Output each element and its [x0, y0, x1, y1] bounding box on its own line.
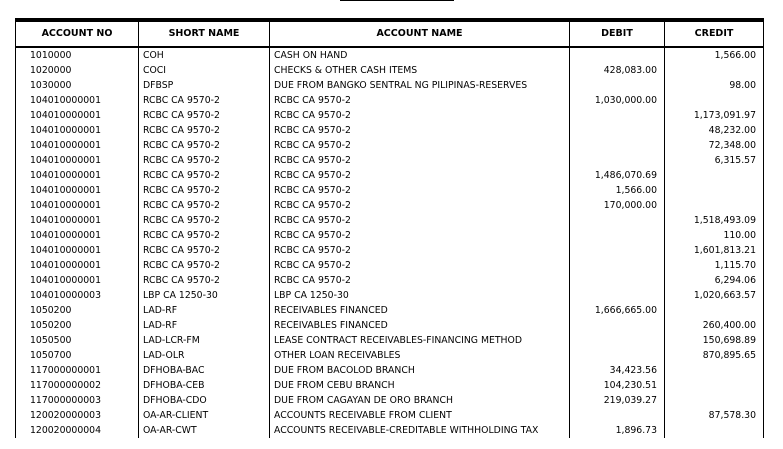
- cell-short-name: RCBC CA 9570-2: [139, 123, 270, 138]
- cell-account-no: 1050200: [16, 318, 139, 333]
- ledger-table: [15, 18, 764, 438]
- cell-short-name: RCBC CA 9570-2: [139, 228, 270, 243]
- header-debit: DEBIT: [570, 20, 665, 47]
- cell-account-no: 120020000003: [16, 408, 139, 423]
- cell-account-name: RCBC CA 9570-2: [270, 108, 570, 123]
- cell-account-name: ACCOUNTS RECEIVABLE FROM CLIENT: [270, 408, 570, 423]
- cell-short-name: DFHOBA-CEB: [139, 378, 270, 393]
- cell-credit: [665, 393, 764, 408]
- cell-debit: [570, 348, 665, 363]
- cell-short-name: LAD-RF: [139, 318, 270, 333]
- cell-credit: 260,400.00: [665, 318, 764, 333]
- cell-credit: 1,518,493.09: [665, 213, 764, 228]
- cell-account-name: RCBC CA 9570-2: [270, 258, 570, 273]
- table-row: [16, 288, 764, 303]
- cell-account-no: 1050700: [16, 348, 139, 363]
- cell-short-name: COH: [139, 47, 270, 63]
- cell-short-name: LAD-LCR-FM: [139, 333, 270, 348]
- cell-account-name: DUE FROM CAGAYAN DE ORO BRANCH: [270, 393, 570, 408]
- cell-account-no: 104010000001: [16, 138, 139, 153]
- cell-short-name: RCBC CA 9570-2: [139, 168, 270, 183]
- header-credit: CREDIT: [665, 20, 764, 47]
- cell-debit: 1,486,070.69: [570, 168, 665, 183]
- cell-debit: 1,030,000.00: [570, 93, 665, 108]
- cell-account-no: 104010000001: [16, 168, 139, 183]
- cell-short-name: RCBC CA 9570-2: [139, 213, 270, 228]
- table-row: [16, 258, 764, 273]
- table-row: [16, 123, 764, 138]
- cell-debit: [570, 258, 665, 273]
- cell-credit: 1,601,813.21: [665, 243, 764, 258]
- cell-debit: [570, 213, 665, 228]
- cell-short-name: OA-AR-CWT: [139, 423, 270, 438]
- cell-short-name: RCBC CA 9570-2: [139, 138, 270, 153]
- cell-account-name: CHECKS & OTHER CASH ITEMS: [270, 63, 570, 78]
- cell-account-no: 104010000003: [16, 288, 139, 303]
- cell-short-name: LAD-OLR: [139, 348, 270, 363]
- cell-account-no: 117000000003: [16, 393, 139, 408]
- table-row: [16, 78, 764, 93]
- cell-debit: [570, 47, 665, 63]
- cell-debit: 34,423.56: [570, 363, 665, 378]
- table-row: [16, 333, 764, 348]
- cell-credit: [665, 168, 764, 183]
- cell-account-no: 117000000002: [16, 378, 139, 393]
- cell-account-name: LEASE CONTRACT RECEIVABLES-FINANCING METHOD: [270, 333, 570, 348]
- cell-credit: 110.00: [665, 228, 764, 243]
- cell-debit: 104,230.51: [570, 378, 665, 393]
- table-row: [16, 228, 764, 243]
- cell-debit: [570, 138, 665, 153]
- cell-short-name: COCI: [139, 63, 270, 78]
- table-row: [16, 93, 764, 108]
- table-row: [16, 138, 764, 153]
- cell-account-name: DUE FROM CEBU BRANCH: [270, 378, 570, 393]
- cell-account-no: 1030000: [16, 78, 139, 93]
- cell-account-name: OTHER LOAN RECEIVABLES: [270, 348, 570, 363]
- header-account-name: ACCOUNT NAME: [270, 20, 570, 47]
- cell-account-no: 120020000004: [16, 423, 139, 438]
- cell-debit: [570, 273, 665, 288]
- table-row: [16, 153, 764, 168]
- cell-credit: [665, 423, 764, 438]
- cell-account-no: 1050500: [16, 333, 139, 348]
- cell-account-name: LBP CA 1250-30: [270, 288, 570, 303]
- table-row: [16, 183, 764, 198]
- cell-credit: 98.00: [665, 78, 764, 93]
- header-account-no: ACCOUNT NO: [16, 20, 139, 47]
- cell-debit: 1,666,665.00: [570, 303, 665, 318]
- cell-short-name: RCBC CA 9570-2: [139, 258, 270, 273]
- cell-account-no: 104010000001: [16, 183, 139, 198]
- cell-account-name: RCBC CA 9570-2: [270, 153, 570, 168]
- cell-account-no: 104010000001: [16, 228, 139, 243]
- cell-account-no: 104010000001: [16, 243, 139, 258]
- cell-debit: [570, 123, 665, 138]
- cell-account-name: ACCOUNTS RECEIVABLE-CREDITABLE WITHHOLDING TAX: [270, 423, 570, 438]
- cell-short-name: LAD-RF: [139, 303, 270, 318]
- cell-account-no: 104010000001: [16, 123, 139, 138]
- cell-credit: 150,698.89: [665, 333, 764, 348]
- cell-debit: [570, 408, 665, 423]
- cell-account-name: CASH ON HAND: [270, 47, 570, 63]
- table-row: [16, 363, 764, 378]
- cell-account-no: 104010000001: [16, 213, 139, 228]
- cell-debit: 219,039.27: [570, 393, 665, 408]
- cell-debit: [570, 243, 665, 258]
- cell-account-name: RECEIVABLES FINANCED: [270, 318, 570, 333]
- header-short-name: SHORT NAME: [139, 20, 270, 47]
- cell-credit: 870,895.65: [665, 348, 764, 363]
- cell-short-name: RCBC CA 9570-2: [139, 93, 270, 108]
- cell-account-name: RCBC CA 9570-2: [270, 228, 570, 243]
- cell-account-name: DUE FROM BANGKO SENTRAL NG PILIPINAS-RESERVES: [270, 78, 570, 93]
- table-row: [16, 243, 764, 258]
- cell-debit: 170,000.00: [570, 198, 665, 213]
- cell-credit: 72,348.00: [665, 138, 764, 153]
- cell-credit: [665, 63, 764, 78]
- cell-debit: 1,566.00: [570, 183, 665, 198]
- cell-credit: 6,294.06: [665, 273, 764, 288]
- cell-credit: 87,578.30: [665, 408, 764, 423]
- table-row: [16, 63, 764, 78]
- cell-debit: [570, 228, 665, 243]
- cell-account-no: 1010000: [16, 47, 139, 63]
- cell-short-name: RCBC CA 9570-2: [139, 108, 270, 123]
- cell-account-no: 104010000001: [16, 108, 139, 123]
- cell-account-no: 104010000001: [16, 198, 139, 213]
- cell-debit: [570, 153, 665, 168]
- cell-credit: 1,173,091.97: [665, 108, 764, 123]
- table-row: [16, 303, 764, 318]
- cell-short-name: DFBSP: [139, 78, 270, 93]
- cell-credit: 1,020,663.57: [665, 288, 764, 303]
- table-row: [16, 408, 764, 423]
- cell-account-no: 1020000: [16, 63, 139, 78]
- cell-credit: 6,315.57: [665, 153, 764, 168]
- cell-debit: [570, 78, 665, 93]
- cell-account-no: 104010000001: [16, 153, 139, 168]
- cell-credit: [665, 363, 764, 378]
- cell-short-name: RCBC CA 9570-2: [139, 183, 270, 198]
- cell-debit: [570, 318, 665, 333]
- table-row: [16, 348, 764, 363]
- cell-account-name: RCBC CA 9570-2: [270, 123, 570, 138]
- table-row: [16, 318, 764, 333]
- cell-account-no: 104010000001: [16, 258, 139, 273]
- table-row: [16, 273, 764, 288]
- cell-account-no: 104010000001: [16, 273, 139, 288]
- table-row: [16, 393, 764, 408]
- cell-account-name: DUE FROM BACOLOD BRANCH: [270, 363, 570, 378]
- table-row: [16, 198, 764, 213]
- cell-credit: 1,566.00: [665, 47, 764, 63]
- cell-short-name: RCBC CA 9570-2: [139, 198, 270, 213]
- cell-account-name: RCBC CA 9570-2: [270, 213, 570, 228]
- cell-credit: [665, 183, 764, 198]
- cell-account-name: RCBC CA 9570-2: [270, 198, 570, 213]
- cell-account-name: RECEIVABLES FINANCED: [270, 303, 570, 318]
- cell-short-name: DFHOBA-CDO: [139, 393, 270, 408]
- cell-short-name: LBP CA 1250-30: [139, 288, 270, 303]
- cell-short-name: RCBC CA 9570-2: [139, 153, 270, 168]
- cell-credit: 1,115.70: [665, 258, 764, 273]
- cell-debit: [570, 108, 665, 123]
- cell-short-name: RCBC CA 9570-2: [139, 273, 270, 288]
- cell-credit: [665, 93, 764, 108]
- cell-credit: [665, 303, 764, 318]
- cell-credit: [665, 378, 764, 393]
- table-row: [16, 213, 764, 228]
- cell-account-name: RCBC CA 9570-2: [270, 273, 570, 288]
- cell-short-name: DFHOBA-BAC: [139, 363, 270, 378]
- cell-account-no: 117000000001: [16, 363, 139, 378]
- cell-debit: 428,083.00: [570, 63, 665, 78]
- title-rule: [340, 0, 454, 1]
- cell-account-name: RCBC CA 9570-2: [270, 138, 570, 153]
- cell-debit: [570, 333, 665, 348]
- cell-debit: 1,896.73: [570, 423, 665, 438]
- cell-debit: [570, 288, 665, 303]
- cell-account-name: RCBC CA 9570-2: [270, 243, 570, 258]
- cell-account-no: 1050200: [16, 303, 139, 318]
- table-row: [16, 423, 764, 438]
- cell-account-name: RCBC CA 9570-2: [270, 183, 570, 198]
- table-row: [16, 47, 764, 63]
- cell-account-no: 104010000001: [16, 93, 139, 108]
- header-row: [16, 20, 764, 47]
- cell-short-name: RCBC CA 9570-2: [139, 243, 270, 258]
- cell-account-name: RCBC CA 9570-2: [270, 168, 570, 183]
- cell-credit: 48,232.00: [665, 123, 764, 138]
- cell-short-name: OA-AR-CLIENT: [139, 408, 270, 423]
- table-row: [16, 168, 764, 183]
- cell-account-name: RCBC CA 9570-2: [270, 93, 570, 108]
- cell-credit: [665, 198, 764, 213]
- table-row: [16, 378, 764, 393]
- table-row: [16, 108, 764, 123]
